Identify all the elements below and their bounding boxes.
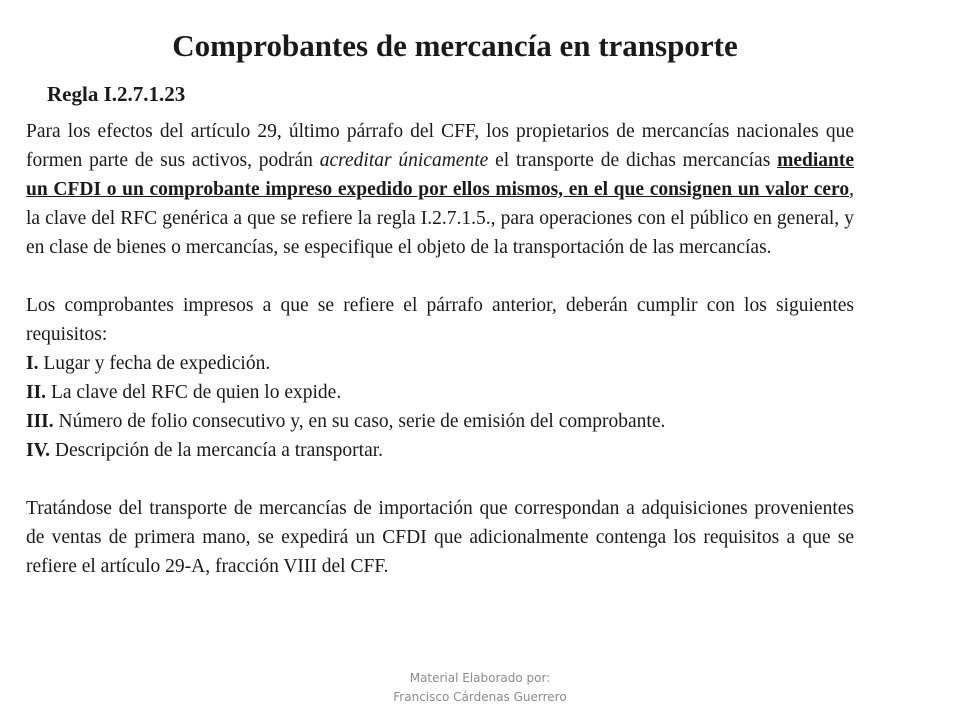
requirement-numeral: IV. <box>26 440 51 461</box>
paragraph-1-part3: , la clave del RFC genérica a que se refiere la regla I.2.7.1.5., para operaciones con el público en general, y en clase de bienes o mercancías, se especifique el objeto de la transportación de las mercancías. <box>26 179 854 258</box>
paragraph-3: Tratándose del transporte de mercancías de importación que correspondan a adquisiciones provenientes de ventas de primera mano, se expedirá un CFDI que adicionalmente contenga los requisitos a que se refiere el artículo 29-A, fracción VIII del CFF. <box>26 498 854 577</box>
paragraph-1-italic: acreditar únicamente <box>319 150 489 171</box>
rule-reference: Regla I.2.7.1.23 <box>47 82 186 106</box>
requirement-numeral: II. <box>26 382 47 403</box>
requirement-numeral: I. <box>26 353 39 374</box>
requirement-item <box>26 349 854 378</box>
slide-title: Comprobantes de mercancía en transporte <box>172 28 738 63</box>
paragraph-1-part2: el transporte de dichas mercancías <box>488 150 778 171</box>
requirement-text: Lugar y fecha de expedición. <box>38 353 271 374</box>
paragraph-2: Los comprobantes impresos a que se refiere el párrafo anterior, deberán cumplir con los siguientes requisitos: <box>26 295 854 345</box>
requirement-text: Número de folio consecutivo y, en su caso, serie de emisión del comprobante. <box>53 411 666 432</box>
spacer <box>26 262 854 291</box>
requirement-text: Descripción de la mercancía a transportar. <box>50 440 384 461</box>
requirement-item <box>26 378 854 407</box>
slide-body <box>26 117 854 581</box>
footer-credit-line1: Material Elaborado por: <box>409 671 551 685</box>
spacer <box>26 465 854 494</box>
requirement-text: La clave del RFC de quien lo expide. <box>46 382 342 403</box>
footer-credit-line2: Francisco Cárdenas Guerrero <box>393 690 567 704</box>
requirement-numeral: III. <box>26 411 54 432</box>
requirement-item <box>26 436 854 465</box>
paragraph-1 <box>26 117 854 262</box>
paragraph-1-underlined: mediante un CFDI o un comprobante impreso expedido por ellos mismos, en el que consignen un valor cero <box>26 150 854 200</box>
requirement-item <box>26 407 854 436</box>
paragraph-1-part1: Para los efectos del artículo 29, último párrafo del CFF, los propietarios de mercancías nacionales que formen parte de sus activos, podrán <box>26 121 854 171</box>
